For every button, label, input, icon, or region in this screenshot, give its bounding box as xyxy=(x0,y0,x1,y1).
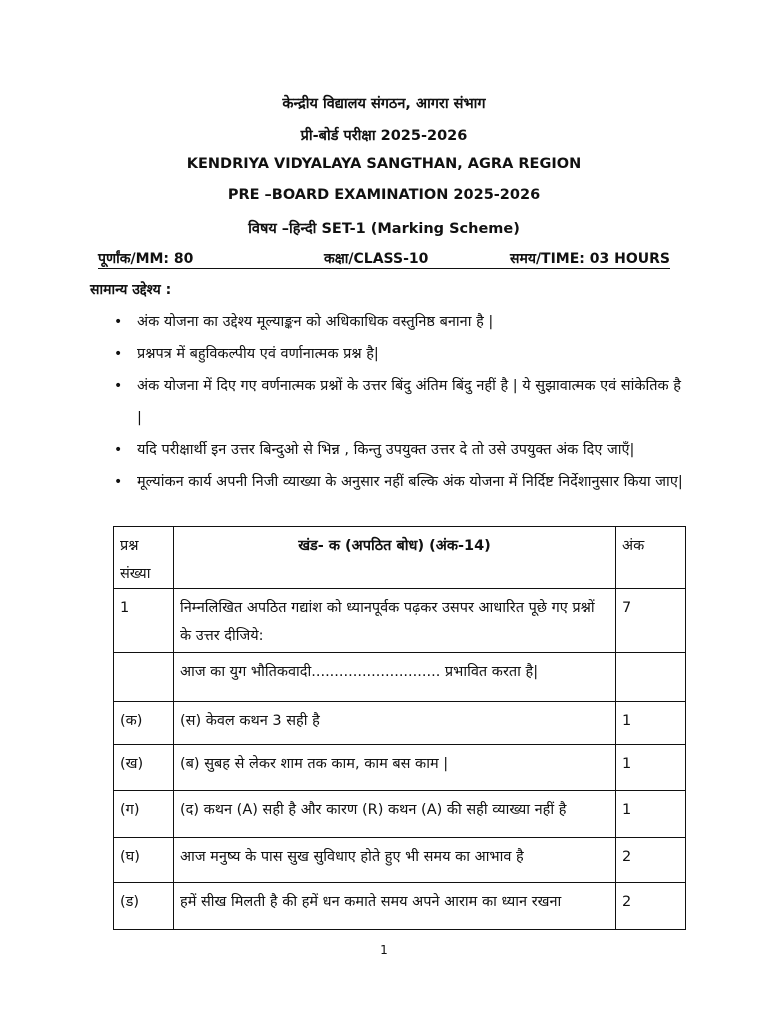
row-qno: (घ) xyxy=(114,838,174,883)
exam-title-hindi: प्री-बोर्ड परीक्षा 2025-2026 xyxy=(300,128,468,144)
exam-meta-row xyxy=(98,248,670,269)
row-qno xyxy=(114,653,174,702)
objective-item: • प्रश्नपत्र में बहुविकल्पीय एवं वर्णानात्मक प्रश्न है| xyxy=(112,338,687,370)
row-text: आज का युग भौतिकवादी............................ प्रभावित करता है| xyxy=(174,653,616,702)
row-marks: 2 xyxy=(616,883,686,930)
row-qno: (ड) xyxy=(114,883,174,930)
table-row xyxy=(114,589,686,653)
table-row xyxy=(114,791,686,838)
objectives-list xyxy=(112,306,687,498)
marking-scheme-table xyxy=(113,526,686,930)
row-marks: 1 xyxy=(616,702,686,745)
table-row xyxy=(114,745,686,791)
row-marks: 1 xyxy=(616,745,686,791)
header-section: खंड- क (अपठित बोध) (अंक-14) xyxy=(174,527,616,589)
max-marks: पूर्णांक/MM: 80 xyxy=(98,251,194,267)
row-marks: 2 xyxy=(616,838,686,883)
row-text: (ब) सुबह से लेकर शाम तक काम, काम बस काम | xyxy=(174,745,616,791)
time-label: समय/TIME: 03 HOURS xyxy=(509,251,670,267)
row-qno: (क) xyxy=(114,702,174,745)
class-label: कक्षा/CLASS-10 xyxy=(324,251,429,267)
page-number: 1 xyxy=(380,943,388,957)
objective-item: • अंक योजना में दिए गए वर्णनात्मक प्रश्नों के उत्तर बिंदु अंतिम बिंदु नहीं है | ये सुझावात्मक एवं सांकेतिक है | xyxy=(112,370,687,434)
row-qno: 1 xyxy=(114,589,174,653)
objective-item: • यदि परीक्षार्थी इन उत्तर बिन्दुओ से भिन्न , किन्तु उपयुक्त उत्तर दे तो उसे उपयुक्त अंक दिए जाएँ| xyxy=(112,434,687,466)
row-qno: (ख) xyxy=(114,745,174,791)
subject-title: विषय –हिन्दी SET-1 (Marking Scheme) xyxy=(248,221,520,237)
objective-item: • मूल्यांकन कार्य अपनी निजी व्याख्या के अनुसार नहीं बल्कि अंक योजना में निर्दिष्ट निर्देशानुसार किया जाए| xyxy=(112,466,687,498)
table-row xyxy=(114,702,686,745)
row-marks: 1 xyxy=(616,791,686,838)
table-row xyxy=(114,883,686,930)
header-qno: प्रश्न संख्या xyxy=(114,527,174,589)
org-title-hindi: केन्द्रीय विद्यालय संगठन, आगरा संभाग xyxy=(282,96,486,112)
table-row xyxy=(114,838,686,883)
row-text: निम्नलिखित अपठित गद्यांश को ध्यानपूर्वक पढ़कर उसपर आधारित पूछे गए प्रश्नों के उत्तर दीजिये: xyxy=(174,589,616,653)
row-qno: (ग) xyxy=(114,791,174,838)
org-title-english: KENDRIYA VIDYALAYA SANGTHAN, AGRA REGION xyxy=(186,156,582,172)
row-marks xyxy=(616,653,686,702)
objective-item: • अंक योजना का उद्देश्य मूल्याङ्कन को अधिकाधिक वस्तुनिष्ठ बनाना है | xyxy=(112,306,687,338)
row-text: आज मनुष्य के पास सुख सुविधाए होते हुए भी समय का आभाव है xyxy=(174,838,616,883)
row-text: (स) केवल कथन 3 सही है xyxy=(174,702,616,745)
row-text: हमें सीख मिलती है की हमें धन कमाते समय अपने आराम का ध्यान रखना xyxy=(174,883,616,930)
header-marks: अंक xyxy=(616,527,686,589)
table-header-row xyxy=(114,527,686,589)
exam-title-english: PRE –BOARD EXAMINATION 2025-2026 xyxy=(227,187,541,203)
objectives-heading: सामान्य उद्देश्य : xyxy=(90,282,172,298)
row-text: (द) कथन (A) सही है और कारण (R) कथन (A) की सही व्याख्या नहीं है xyxy=(174,791,616,838)
row-marks: 7 xyxy=(616,589,686,653)
table-row xyxy=(114,653,686,702)
